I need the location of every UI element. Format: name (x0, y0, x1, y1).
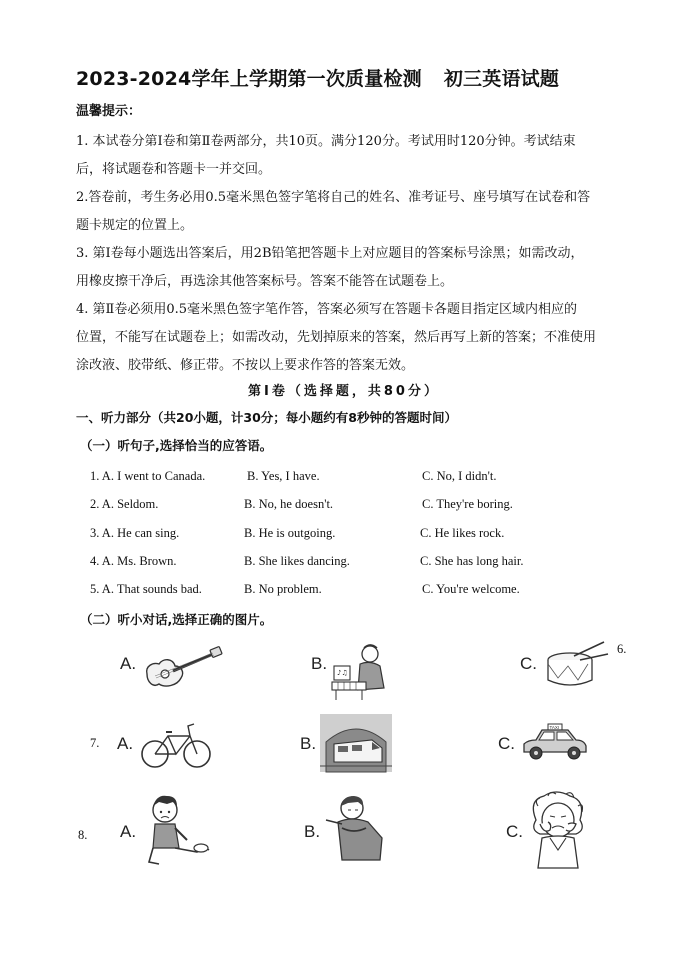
question-number-7: 7. (90, 736, 100, 750)
title-subject: 初三英语试题 (443, 68, 560, 90)
option-c-label: C. (520, 654, 537, 673)
option-a: 2. A. Seldom. (90, 497, 159, 511)
option-a: 1. A. I went to Canada. (90, 469, 206, 483)
option-c: C. You're welcome. (422, 582, 520, 596)
option-c-label: C. (498, 734, 515, 753)
taxi-icon (520, 722, 588, 764)
option-b: B. No problem. (244, 582, 322, 596)
question-number-6: 6. (617, 642, 627, 656)
drum-icon (544, 640, 610, 690)
option-c: C. No, I didn't. (422, 469, 497, 483)
option-b-label: B. (304, 822, 321, 841)
hurt-leg-boy-icon (145, 792, 215, 868)
tip-line: 2.答卷前，考生务必用0.5毫米黑色签字笔将自己的姓名、准考证号、座号填写在试卷和答 (76, 190, 591, 205)
tip-line: 题卡规定的位置上。 (76, 218, 194, 233)
option-b: B. Yes, I have. (247, 469, 320, 483)
section-title: 第Ⅰ卷（选择题，共80分） (248, 384, 440, 399)
svg-text:♪♫: ♪♫ (337, 669, 348, 677)
question-row-3 (0, 526, 688, 546)
tip-line: 3. 第Ⅰ卷每小题选出答案后，用2B铅笔把答题卡上对应题目的答案标号涂黑；如需改动， (76, 246, 584, 261)
option-b-label: B. (300, 734, 317, 753)
option-a-label: A. (117, 734, 134, 753)
part1-heading: 一、听力部分（共20小题，计30分；每小题约有8秒钟的答题时间） (76, 410, 457, 425)
option-a: 3. A. He can sing. (90, 526, 180, 540)
guitar-icon (143, 644, 223, 690)
tip-item-4 (76, 296, 636, 380)
option-b-label: B. (311, 654, 328, 673)
option-a-label: A. (120, 654, 137, 673)
option-c: C. He likes rock. (420, 526, 505, 540)
tips-heading: 温馨提示： (76, 104, 142, 119)
option-b: B. He is outgoing. (244, 526, 336, 540)
tip-item-3 (76, 240, 636, 296)
tip-item-2 (76, 184, 636, 240)
tip-line: 1. 本试卷分第Ⅰ卷和第Ⅱ卷两部分，共10页。满分120分。考试用时120分钟。考试结束 (76, 134, 576, 149)
stomachache-man-icon (324, 794, 394, 864)
option-a: 4. A. Ms. Brown. (90, 554, 177, 568)
taxi-sign-text: TAXI (549, 725, 560, 730)
sub2-heading: （二）听小对话,选择正确的图片。 (80, 612, 273, 627)
option-b: B. She likes dancing. (244, 554, 350, 568)
question-row-2 (0, 497, 688, 517)
sub1-heading: （一）听句子,选择恰当的应答语。 (80, 438, 273, 453)
option-c: C. She has long hair. (420, 554, 524, 568)
tip-line: 位置，不能写在试题卷上；如需改动，先划掉原来的答案，然后再写上新的答案；不准使用 (76, 330, 597, 345)
tip-line: 涂改液、胶带纸、修正带。不按以上要求作答的答案无效。 (76, 358, 415, 373)
question-row-5 (0, 582, 688, 602)
tip-line: 用橡皮擦干净后，再选涂其他答案标号。答案不能答在试题卷上。 (76, 274, 454, 289)
tip-line: 后，将试题卷和答题卡一并交回。 (76, 162, 272, 177)
question-row-4 (0, 554, 688, 574)
option-c-label: C. (506, 822, 523, 841)
picture-question-8 (0, 790, 688, 880)
question-number-8: 8. (78, 828, 88, 842)
page-title (76, 64, 636, 91)
question-row-1 (0, 469, 688, 489)
title-main: 2023-2024学年上学期第一次质量检测 (76, 68, 422, 90)
bicycle-icon (140, 720, 212, 770)
option-a-label: A. (120, 822, 137, 841)
train-tunnel-icon (320, 714, 392, 772)
toothache-woman-icon (526, 790, 590, 870)
option-c: C. They're boring. (422, 497, 513, 511)
tip-item-1 (76, 128, 636, 184)
tip-line: 4. 第Ⅱ卷必须用0.5毫米黑色签字笔作答，答案必须写在答题卡各题目指定区域内相应的 (76, 302, 578, 317)
piano-player-icon (330, 642, 394, 700)
option-a: 5. A. That sounds bad. (90, 582, 202, 596)
option-b: B. No, he doesn't. (244, 497, 334, 511)
